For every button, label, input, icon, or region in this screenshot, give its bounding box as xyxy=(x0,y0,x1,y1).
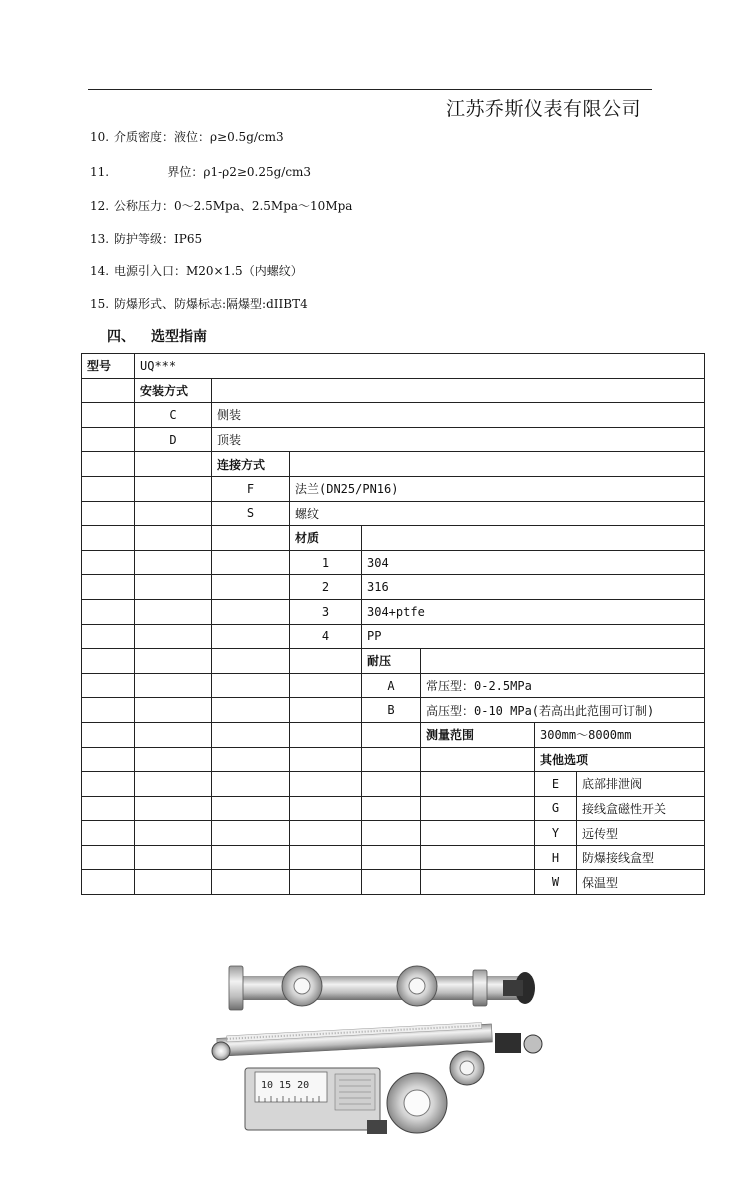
install-code: D xyxy=(135,427,212,452)
model-label: 型号 xyxy=(82,354,135,379)
spec-item xyxy=(90,230,202,247)
table-row xyxy=(82,403,705,428)
spec-item xyxy=(90,128,284,145)
range-value: 300mm～8000mm xyxy=(535,722,705,747)
spec-item xyxy=(90,197,352,214)
pressure-code: B xyxy=(362,698,421,723)
table-row xyxy=(82,501,705,526)
option-label: 接线盒磁性开关 xyxy=(577,796,705,821)
option-code: H xyxy=(535,845,577,870)
spec-num: 12. xyxy=(90,199,110,213)
options-header: 其他选项 xyxy=(535,747,705,772)
table-row xyxy=(82,476,705,501)
table-row xyxy=(82,378,705,403)
spec-num: 11. xyxy=(90,165,110,179)
install-label: 顶装 xyxy=(212,427,705,452)
material-code: 4 xyxy=(290,624,362,649)
connect-label: 法兰(DN25/PN16) xyxy=(290,476,705,501)
option-label: 底部排泄阀 xyxy=(577,772,705,797)
material-header: 材质 xyxy=(290,526,362,551)
spec-num: 15. xyxy=(90,297,110,311)
connect-label: 螺纹 xyxy=(290,501,705,526)
table-row xyxy=(82,698,705,723)
option-code: G xyxy=(535,796,577,821)
table-row xyxy=(82,772,705,797)
spec-item xyxy=(90,163,311,180)
option-code: Y xyxy=(535,821,577,846)
selection-table xyxy=(81,353,705,895)
table-row xyxy=(82,845,705,870)
table-row xyxy=(82,575,705,600)
section-title: 选型指南 xyxy=(151,329,207,345)
install-label: 侧装 xyxy=(212,403,705,428)
range-header: 测量范围 xyxy=(421,722,535,747)
pressure-header: 耐压 xyxy=(362,649,421,674)
option-label: 防爆接线盒型 xyxy=(577,845,705,870)
table-row xyxy=(82,550,705,575)
material-label: PP xyxy=(362,624,705,649)
material-label: 304 xyxy=(362,550,705,575)
spec-text: 防护等级：IP65 xyxy=(114,232,203,246)
option-label: 保温型 xyxy=(577,870,705,895)
section-num: 四、 xyxy=(107,329,135,345)
spec-num: 10. xyxy=(90,130,110,144)
gauge-end-flange xyxy=(229,966,243,1010)
connect-header: 连接方式 xyxy=(212,452,290,477)
section-heading xyxy=(107,326,207,346)
option-code: E xyxy=(535,772,577,797)
model-value: UQ*** xyxy=(135,354,705,379)
option-label: 远传型 xyxy=(577,821,705,846)
table-row xyxy=(82,747,705,772)
material-code: 1 xyxy=(290,550,362,575)
spec-item xyxy=(90,295,308,312)
spec-item xyxy=(90,262,303,279)
table-row xyxy=(82,599,705,624)
gauge-body-middle xyxy=(217,1022,493,1056)
table-row xyxy=(82,427,705,452)
option-code: W xyxy=(535,870,577,895)
install-code: C xyxy=(135,403,212,428)
spec-text: 公称压力：0～2.5Mpa、2.5Mpa～10Mpa xyxy=(114,199,353,213)
level-gauge-photo xyxy=(207,948,547,1143)
table-row xyxy=(82,722,705,747)
table-row xyxy=(82,673,705,698)
gauge-flange xyxy=(212,1042,230,1060)
spec-text: 电源引入口：M20×1.5（内螺纹） xyxy=(114,264,303,278)
table-row xyxy=(82,870,705,895)
spec-num: 13. xyxy=(90,232,110,246)
connect-code: F xyxy=(212,476,290,501)
scale-text: 10 15 20 xyxy=(261,1080,310,1091)
table-row xyxy=(82,526,705,551)
table-row xyxy=(82,452,705,477)
table-row xyxy=(82,821,705,846)
pressure-label: 高压型：0-10 MPa(若高出此范围可订制) xyxy=(421,698,705,723)
spec-num: 14. xyxy=(90,264,110,278)
header-rule xyxy=(88,89,652,90)
material-code: 2 xyxy=(290,575,362,600)
spec-text: 界位：ρ1-ρ2≥0.25g/cm3 xyxy=(114,165,312,179)
company-name: 江苏乔斯仪表有限公司 xyxy=(445,98,641,120)
table-row xyxy=(82,354,705,379)
install-header: 安装方式 xyxy=(135,378,212,403)
material-label: 304+ptfe xyxy=(362,599,705,624)
table-row xyxy=(82,649,705,674)
pressure-label: 常压型：0-2.5MPa xyxy=(421,673,705,698)
spec-text: 介质密度：液位：ρ≥0.5g/cm3 xyxy=(114,130,284,144)
pressure-code: A xyxy=(362,673,421,698)
valve-handle xyxy=(495,1033,521,1053)
material-label: 316 xyxy=(362,575,705,600)
gauge-end-flange xyxy=(473,970,487,1006)
table-row xyxy=(82,624,705,649)
spec-text: 防爆形式、防爆标志:隔爆型:dIIBT4 xyxy=(114,297,308,311)
connect-code: S xyxy=(212,501,290,526)
table-row xyxy=(82,796,705,821)
material-code: 3 xyxy=(290,599,362,624)
